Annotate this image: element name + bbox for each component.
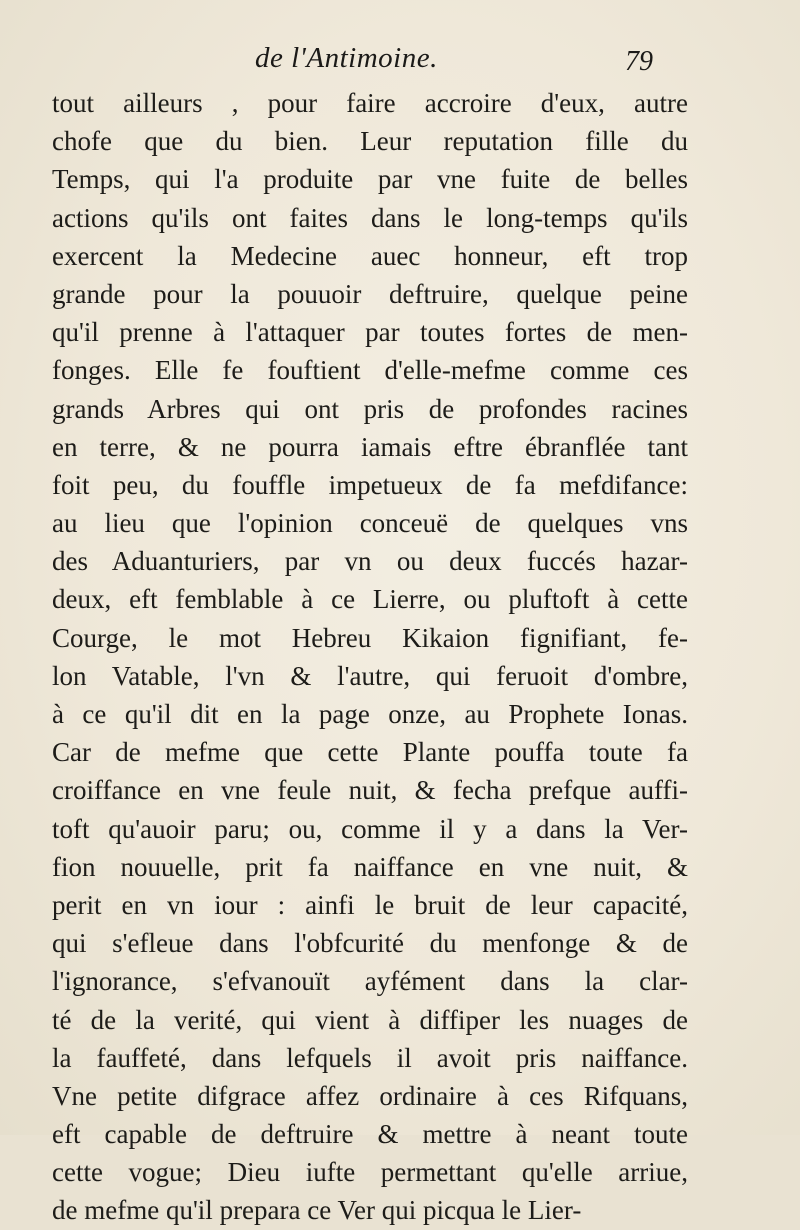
text-line: chofe que du bien. Leur reputation fille du <box>52 126 688 157</box>
text-line: exercent la Medecine auec honneur, eft trop <box>52 240 688 271</box>
text-line: au lieu que l'opinion conceuë de quelques vns <box>52 508 688 539</box>
text-line: des Aduanturiers, par vn ou deux fuccés hazar- <box>52 546 688 577</box>
text-line: en terre, & ne pourra iamais eftre ébranflée tant <box>52 431 688 462</box>
text-line: té de la verité, qui vient à diffiper les nuages de <box>52 1004 688 1035</box>
running-head <box>0 42 800 82</box>
text-line: foit peu, du fouffle impetueux de fa mefdifance: <box>52 469 688 500</box>
text-line: Courge, le mot Hebreu Kikaion fignifiant, fe- <box>52 622 688 653</box>
text-line: qui s'efleue dans l'obfcurité du menfonge & de <box>52 928 688 959</box>
text-line: toft qu'auoir paru; ou, comme il y a dans la Ver- <box>52 813 688 844</box>
text-line: grands Arbres qui ont pris de profondes racines <box>52 393 688 424</box>
text-line: Temps, qui l'a produite par vne fuite de belles <box>52 164 688 195</box>
running-title: de l'Antimoine. <box>255 42 438 74</box>
text-line: lon Vatable, l'vn & l'autre, qui feruoit d'ombre, <box>52 660 688 691</box>
text-line: Vne petite difgrace affez ordinaire à ces Rifquans, <box>52 1080 688 1111</box>
text-line: eft capable de deftruire & mettre à neant toute <box>52 1119 688 1150</box>
text-line: à ce qu'il dit en la page onze, au Prophete Ionas. <box>52 699 688 729</box>
text-line: tout ailleurs , pour faire accroire d'eux, autre <box>52 88 688 118</box>
text-line: fonges. Elle fe fouftient d'elle-mefme comme ces <box>52 355 688 386</box>
text-line: deux, eft femblable à ce Lierre, ou pluftoft à cette <box>52 584 688 615</box>
text-line: Car de mefme que cette Plante pouffa toute fa <box>52 737 688 768</box>
text-line: perit en vn iour : ainfi le bruit de leur capacité, <box>52 889 688 920</box>
text-line: croiffance en vne feule nuit, & fecha prefque auffi- <box>52 775 688 806</box>
text-line: qu'il prenne à l'attaquer par toutes fortes de men- <box>52 317 688 348</box>
text-line: fion nouuelle, prit fa naiffance en vne nuit, & <box>52 851 688 882</box>
text-line: la fauffeté, dans lefquels il avoit pris naiffance. <box>52 1042 688 1073</box>
text-line: actions qu'ils ont faites dans le long-temps qu'ils <box>52 202 688 233</box>
body-text <box>52 84 688 1230</box>
text-line: de mefme qu'il prepara ce Ver qui picqua le Lier- <box>52 1195 582 1226</box>
text-line: cette vogue; Dieu iufte permettant qu'elle arriue, <box>52 1157 688 1188</box>
page-number: 79 <box>625 46 653 77</box>
text-line: grande pour la pouuoir deftruire, quelque peine <box>52 278 688 309</box>
text-line: l'ignorance, s'efvanouït ayfément dans la clar- <box>52 966 688 997</box>
